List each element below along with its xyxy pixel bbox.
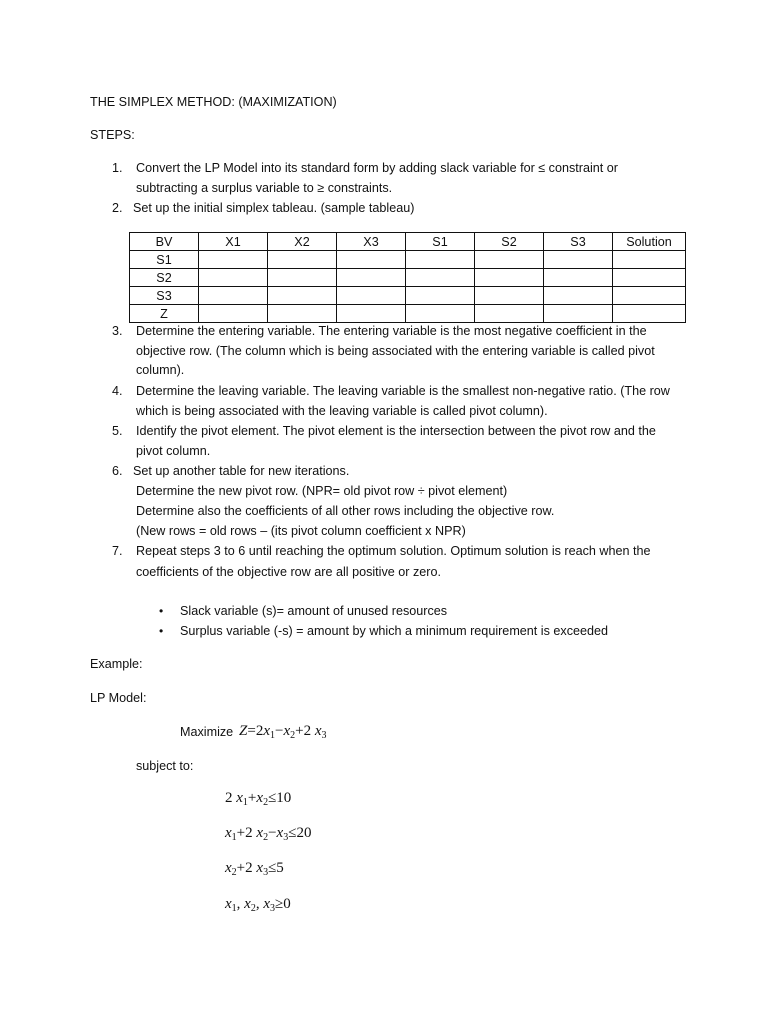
table-cell xyxy=(544,305,613,323)
table-cell xyxy=(475,269,544,287)
step-number: 2. xyxy=(112,201,123,215)
table-cell xyxy=(475,305,544,323)
step-text: pivot column. xyxy=(136,444,211,458)
table-cell xyxy=(199,251,268,269)
step-number: 5. xyxy=(112,424,123,438)
step-text: Determine also the coefficients of all other rows including the objective row. xyxy=(136,504,555,518)
table-cell xyxy=(199,287,268,305)
row-label: S2 xyxy=(130,269,199,287)
table-header-cell: S1 xyxy=(406,233,475,251)
table-cell xyxy=(544,287,613,305)
row-label: Z xyxy=(130,305,199,323)
step-text: Set up another table for new iterations. xyxy=(133,464,350,478)
table-header-cell: X1 xyxy=(199,233,268,251)
step-text: Determine the leaving variable. The leaving variable is the smallest non-negative ratio. (The row xyxy=(136,384,670,398)
step-text: Determine the entering variable. The entering variable is the most negative coefficient in the xyxy=(136,324,647,338)
example-label: Example: xyxy=(90,657,143,671)
bullet-text: Slack variable (s)= amount of unused resources xyxy=(180,604,448,618)
table-cell xyxy=(475,287,544,305)
table-cell xyxy=(613,305,686,323)
step-text: Identify the pivot element. The pivot element is the intersection between the pivot row and the xyxy=(136,424,656,438)
table-cell xyxy=(613,251,686,269)
table-header-cell: X3 xyxy=(337,233,406,251)
step-text: subtracting a surplus variable to ≥ constraints. xyxy=(136,181,393,195)
table-header-cell: S3 xyxy=(544,233,613,251)
lp-model-label: LP Model: xyxy=(90,691,147,705)
table-cell xyxy=(199,305,268,323)
step-number: 3. xyxy=(112,324,123,338)
sample-tableau xyxy=(129,232,686,323)
constraint-3: $x_2+2$ $x_3\le 5$ xyxy=(225,860,284,878)
step-number: 1. xyxy=(112,161,123,175)
row-label: S3 xyxy=(130,287,199,305)
table-cell xyxy=(406,251,475,269)
bullet-icon: • xyxy=(159,624,164,638)
table-cell xyxy=(337,269,406,287)
table-header-cell: X2 xyxy=(268,233,337,251)
bullet-text: Surplus variable (-s) = amount by which a minimum requirement is exceeded xyxy=(180,624,609,638)
step-number: 7. xyxy=(112,544,123,558)
table-header-cell: BV xyxy=(130,233,199,251)
table-row xyxy=(130,269,686,287)
subject-to-label: subject to: xyxy=(136,759,194,773)
step-text: Convert the LP Model into its standard form by adding slack variable for ≤ constraint or xyxy=(136,161,618,175)
table-cell xyxy=(544,269,613,287)
table-cell xyxy=(613,287,686,305)
step-text: column). xyxy=(136,363,185,377)
step-text: Determine the new pivot row. (NPR= old pivot row ÷ pivot element) xyxy=(136,484,508,498)
step-text: Repeat steps 3 to 6 until reaching the optimum solution. Optimum solution is reach when the xyxy=(136,544,651,558)
table-cell xyxy=(268,305,337,323)
table-header-row xyxy=(130,233,686,251)
step-text: coefficients of the objective row are all positive or zero. xyxy=(136,565,441,579)
table-row xyxy=(130,287,686,305)
table-cell xyxy=(406,287,475,305)
table-row xyxy=(130,305,686,323)
bullet-icon: • xyxy=(159,604,164,618)
table-cell xyxy=(544,251,613,269)
table-cell xyxy=(268,287,337,305)
table-cell xyxy=(406,269,475,287)
step-text: which is being associated with the leaving variable is called pivot column). xyxy=(136,404,548,418)
document-title: THE SIMPLEX METHOD: (MAXIMIZATION) xyxy=(90,95,337,109)
table-cell xyxy=(337,251,406,269)
step-text: (New rows = old rows – (its pivot column coefficient x NPR) xyxy=(136,524,466,538)
table-cell xyxy=(337,305,406,323)
steps-heading: STEPS: xyxy=(90,128,135,142)
table-row xyxy=(130,251,686,269)
constraint-2: $x_1+2$ $x_2-x_3\le 20$ xyxy=(225,825,312,843)
step-number: 4. xyxy=(112,384,123,398)
constraint-1: 2 $x_1+x_2\le 10$ xyxy=(225,790,292,808)
table-cell xyxy=(475,251,544,269)
table-cell xyxy=(268,251,337,269)
table-header-cell: Solution xyxy=(613,233,686,251)
table-cell xyxy=(406,305,475,323)
table-header-cell: S2 xyxy=(475,233,544,251)
table-cell xyxy=(613,269,686,287)
objective-function: $Z=2x_1-x_2+2$ $x_3$ xyxy=(239,723,327,741)
step-text: Set up the initial simplex tableau. (sample tableau) xyxy=(133,201,415,215)
table-cell xyxy=(199,269,268,287)
step-text: objective row. (The column which is being associated with the entering variable is called pivot xyxy=(136,344,655,358)
maximize-label: Maximize xyxy=(180,725,234,739)
step-number: 6. xyxy=(112,464,123,478)
table-cell xyxy=(268,269,337,287)
table-cell xyxy=(337,287,406,305)
row-label: S1 xyxy=(130,251,199,269)
non-negativity-constraint: $x_1$, $x_2$, $x_3\ge 0$ xyxy=(225,896,291,914)
